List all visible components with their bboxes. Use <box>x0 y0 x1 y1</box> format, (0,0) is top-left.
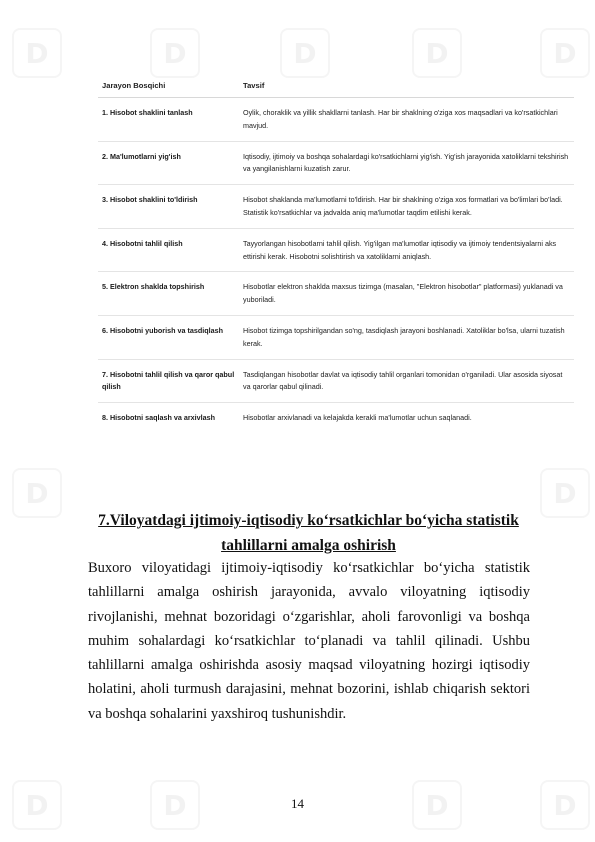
stage-cell: 6. Hisobotni yuborish va tasdiqlash <box>98 315 239 359</box>
description-cell: Hisobot shaklanda ma'lumotlarni to'ldirish. Har bir shaklning o'ziga xos formatlari va bo'limlari bo'ladi. Statistik ko'rsatkichlar va jadvalda aniq ma'lumotlar taqdim etilishi kerak. <box>239 185 574 229</box>
column-header-description: Tavsif <box>239 79 574 98</box>
watermark-logo: D <box>150 780 200 830</box>
process-table <box>98 79 574 433</box>
watermark-logo: D <box>150 28 200 78</box>
description-cell: Hisobotlar elektron shaklda maxsus tizimga (masalan, "Elektron hisobotlar" platformasi) yuklanadi va yuboriladi. <box>239 272 574 316</box>
table-row <box>98 185 574 229</box>
section-heading-line-1: 7.Viloyatdagi ijtimoiy-iqtisodiy ko‘rsatkichlar bo‘yicha statistik <box>98 512 519 529</box>
column-header-stage: Jarayon Bosqichi <box>98 79 239 98</box>
table-row <box>98 359 574 403</box>
body-paragraph: Buxoro viloyatidagi ijtimoiy-iqtisodiy ko‘rsatkichlar bo‘yicha statistik tahlillarni amalga oshirish jarayonida, avvalo viloyatning iqtisodiy rivojlanishi, mehnat bozoridagi o‘zgarishlar, aholi farovonligi va boshqa muhim sohalardagi ko‘rsatkichlar to‘planadi va tahlil qilinadi. Ushbu tahlillarni amalga oshirishda asosiy maqsad viloyatning hozirgi iqtisodiy holatini, aholi turmush darajasini, mehnat bozorini, ishlab chiqarish sektori va boshqa sohalarini yaxshiroq tushunishdir. <box>88 560 530 722</box>
section-heading <box>88 508 529 558</box>
stage-cell: 8. Hisobotni saqlash va arxivlash <box>102 413 216 423</box>
watermark-logo: D <box>412 28 462 78</box>
table-row <box>98 228 574 272</box>
watermark-logo: D <box>412 780 462 830</box>
table-row <box>98 403 574 433</box>
stage-cell: 4. Hisobotni tahlil qilish <box>98 228 239 272</box>
stage-cell: 1. Hisobot shaklini tanlash <box>98 98 239 142</box>
description-cell: Hisobot tizimga topshirilgandan so'ng, tasdiqlash jarayoni boshlanadi. Xatoliklar bo'lsa, ularni tuzatish kerak. <box>239 315 574 359</box>
table-row <box>98 141 574 185</box>
watermark-logo: D <box>12 28 62 78</box>
stage-cell: 2. Ma'lumotlarni yig'ish <box>98 141 239 185</box>
watermark-logo: D <box>540 28 590 78</box>
table-row <box>98 272 574 316</box>
description-cell: Iqtisodiy, ijtimoiy va boshqa sohalardagi ko'rsatkichlarni yig'ish. Yig'ish jarayonida xatoliklarni tekshirish va yangilanishlarni kuzatish zarur. <box>239 141 574 185</box>
stage-cell: 3. Hisobot shaklini to'ldirish <box>98 185 239 229</box>
table-header-row <box>98 79 574 98</box>
watermark-logo: D <box>12 780 62 830</box>
watermark-logo: D <box>540 468 590 518</box>
watermark-logo: D <box>280 28 330 78</box>
stage-cell: 5. Elektron shaklda topshirish <box>98 272 239 316</box>
page-number: 14 <box>291 796 304 811</box>
description-cell: Oylik, choraklik va yillik shakllarni tanlash. Har bir shaklning o'ziga xos maqsadlari va ko'rsatkichlari mavjud. <box>239 98 574 142</box>
process-table-image <box>98 79 574 469</box>
section-heading-line-2: tahlillarni amalga oshirish <box>221 537 396 554</box>
watermark-logo: D <box>12 468 62 518</box>
stage-cell: 7. Hisobotni tahlil qilish va qaror qabul qilish <box>98 359 239 403</box>
description-cell: Tayyorlangan hisobotlarni tahlil qilish. Yig'ilgan ma'lumotlar iqtisodiy va ijtimoiy tendentsiyalarni aks ettirishi kerak. Hisobotni solishtirish va xatoliklarni aniqlash. <box>239 228 574 272</box>
description-cell: Hisobotlar arxivlanadi va kelajakda kerakli ma'lumotlar uchun saqlanadi. <box>243 413 472 423</box>
table-row <box>98 315 574 359</box>
watermark-logo: D <box>540 780 590 830</box>
description-cell: Tasdiqlangan hisobotlar davlat va iqtisodiy tahlil organlari tomonidan o'rganiladi. Ular asosida siyosat va qarorlar qabul qilinadi. <box>239 359 574 403</box>
table-row <box>98 98 574 142</box>
